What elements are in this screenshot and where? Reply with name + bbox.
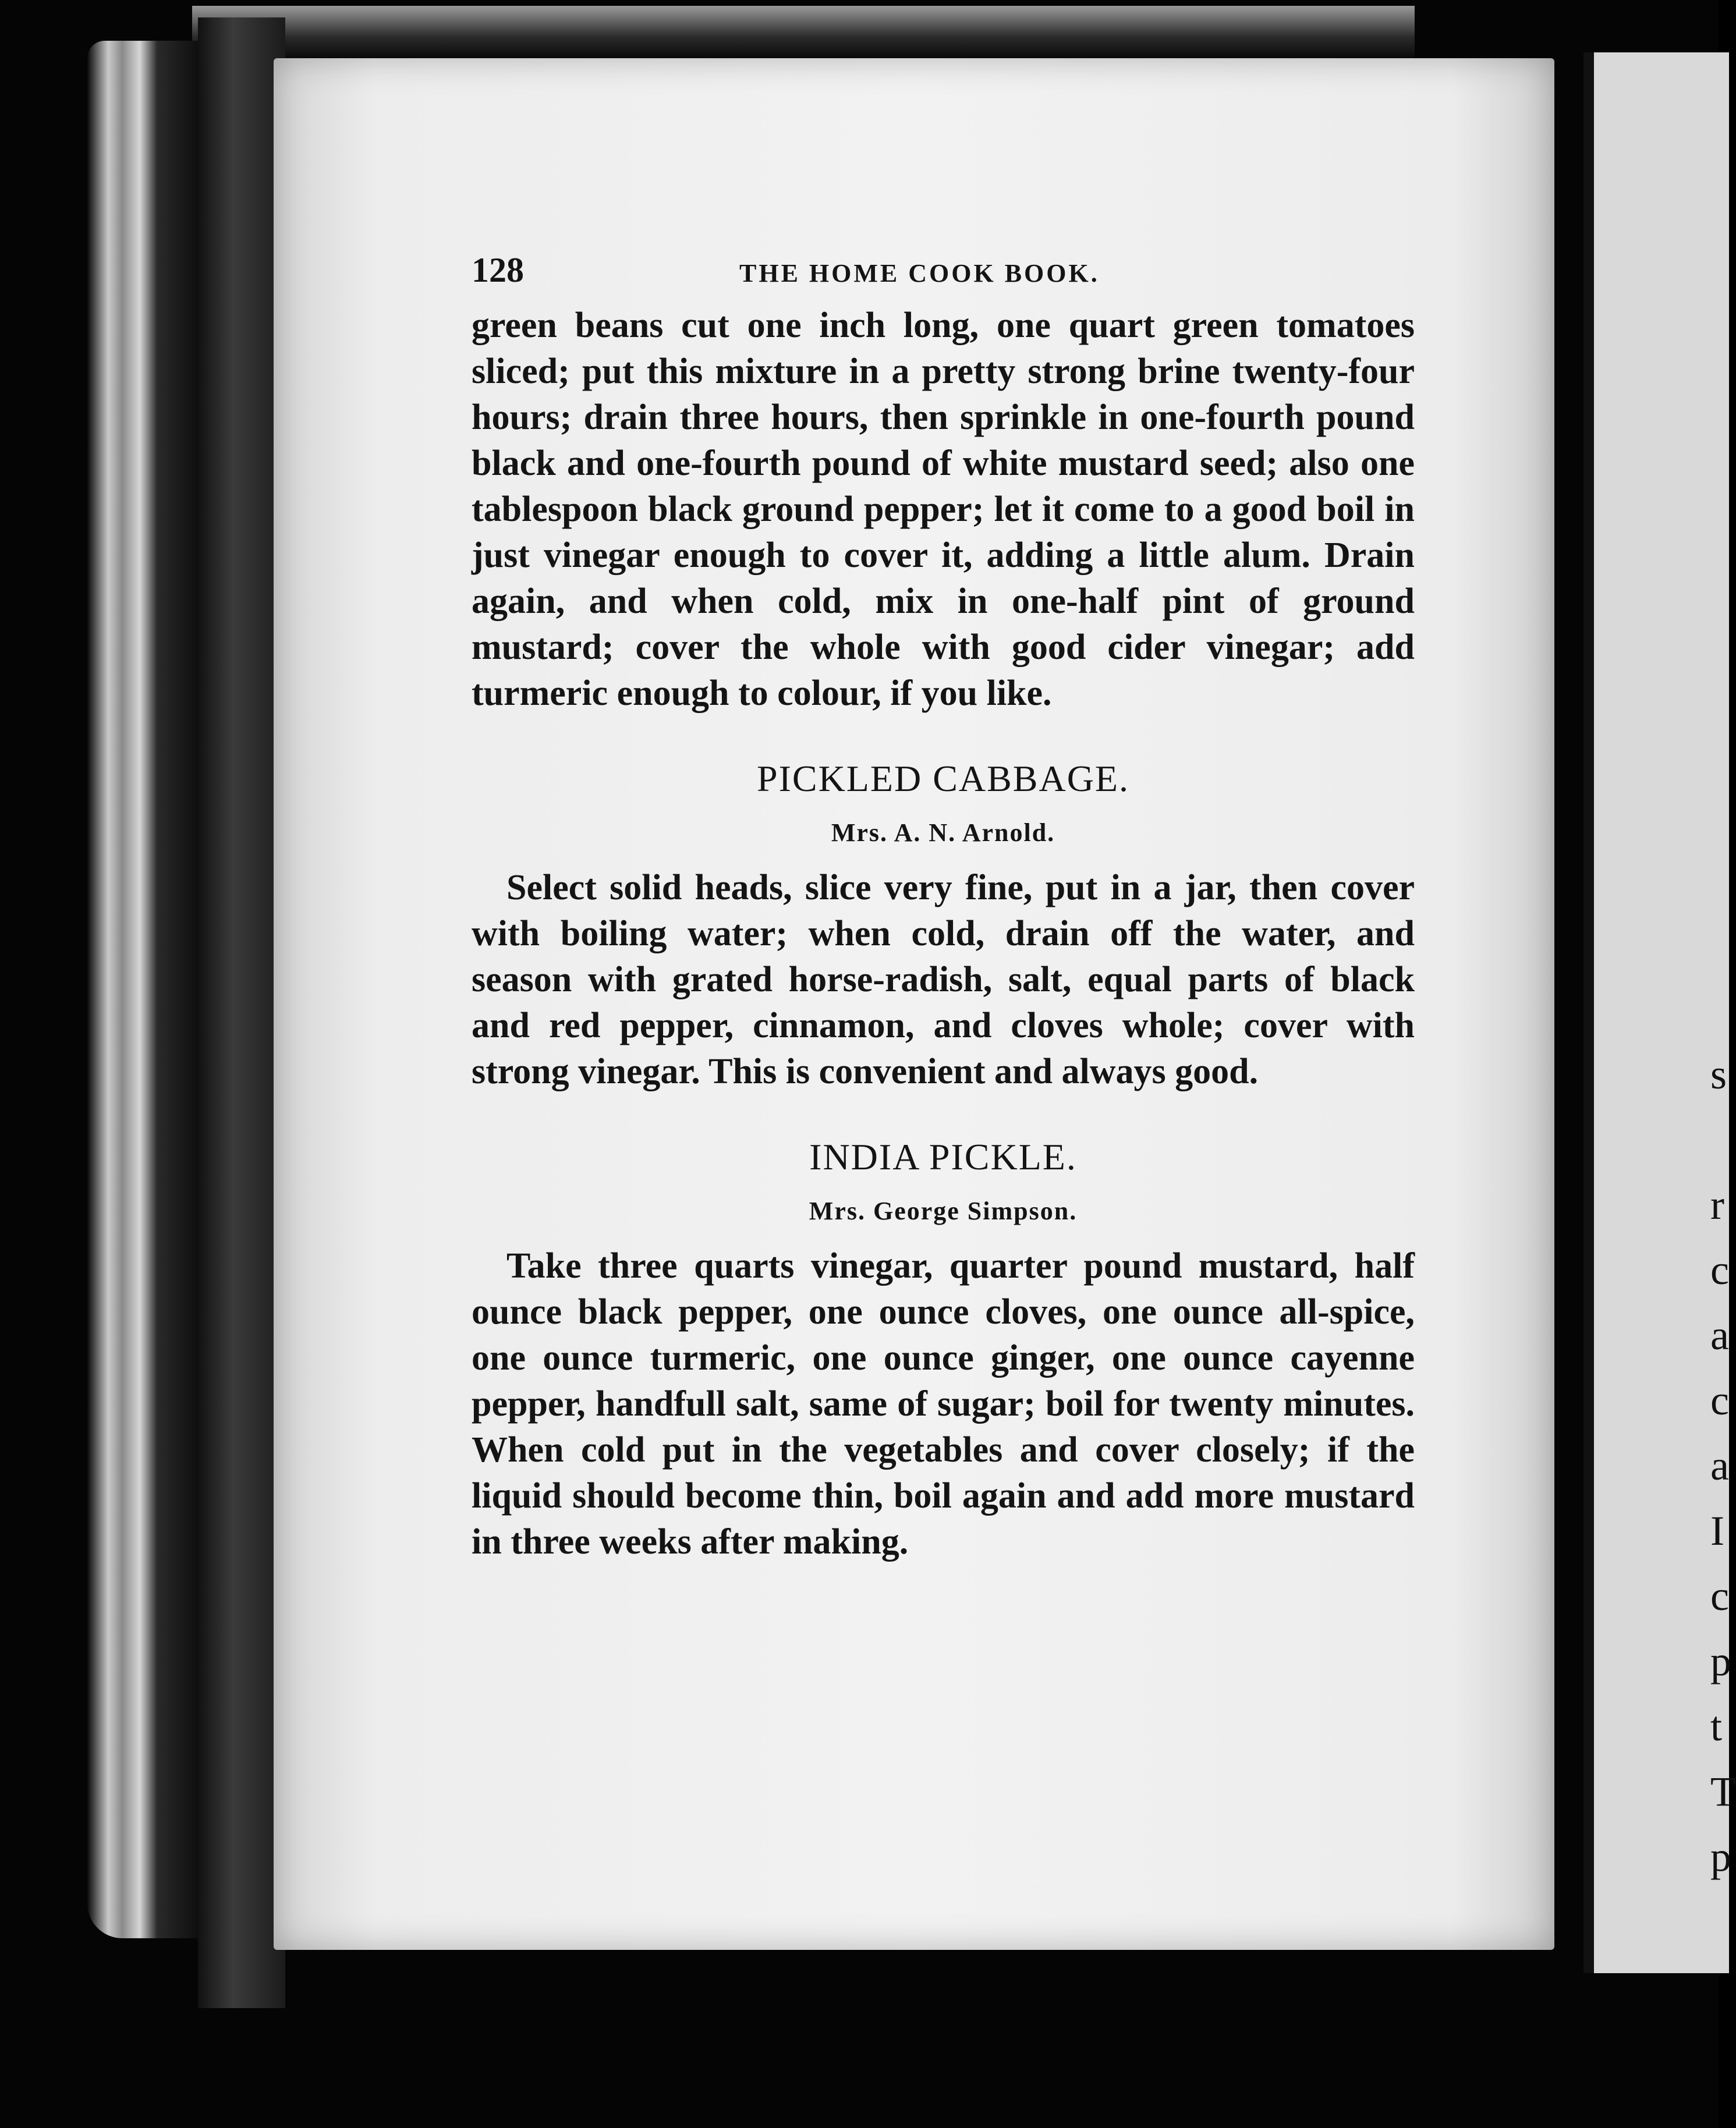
running-head: [472, 250, 1415, 297]
book-page: [274, 58, 1554, 1950]
recipe-author-india-pickle: Mrs. George Simpson.: [809, 1197, 1078, 1225]
recipe-text-pickled-cabbage: Select solid heads, slice very fine, put in a jar, then cover with boiling water; when cold, drain off the water, and season with grated horse-radish, salt, equal parts of black and red pepper, cinnamon, and cloves whole; cover with strong vinegar. This is convenient and always good.: [472, 868, 1415, 1091]
recipe-author-pickled-cabbage: Mrs. A. N. Arnold.: [831, 818, 1055, 847]
recipe-title-india-pickle: INDIA PICKLE.: [809, 1136, 1077, 1178]
book-cover-shadow: [198, 17, 285, 2008]
facing-page-fragment: [1583, 52, 1736, 1973]
book-spine-edge: [87, 41, 204, 1938]
running-title: THE HOME COOK BOOK.: [739, 259, 1100, 288]
page-content: [472, 250, 1415, 1565]
recipe-text-india-pickle: Take three quarts vinegar, quarter pound mustard, half ounce black pepper, one ounce cloves, one ounce all-spice, one ounce turmeric, one ounce ginger, one ounce cayenne pepper, handfull salt, same of sugar; boil for twenty minutes. When cold put in the vegetables and cover closely; if the liquid should become thin, boil again and add more mustard in three weeks after making.: [472, 1246, 1415, 1562]
recipe-title-pickled-cabbage: PICKLED CABBAGE.: [756, 758, 1130, 799]
page-number: 128: [472, 251, 524, 289]
continuation-paragraph: green beans cut one inch long, one quart green tomatoes sliced; put this mixture in a pretty strong brine twenty-four hours; drain three hours, then sprinkle in one-fourth pound black and one-fourth pound of white mustard seed; also one tablespoon black ground pepper; let it come to a good boil in just vinegar enough to cover it, adding a little alum. Drain again, and when cold, mix in one-half pint of ground mustard; cover the whole with good cider vinegar; add turmeric enough to colour, if you like.: [472, 306, 1415, 713]
book-top-edge: [192, 6, 1415, 58]
facing-page-letters: s r c a c a I c p t T p: [1710, 1051, 1736, 1880]
